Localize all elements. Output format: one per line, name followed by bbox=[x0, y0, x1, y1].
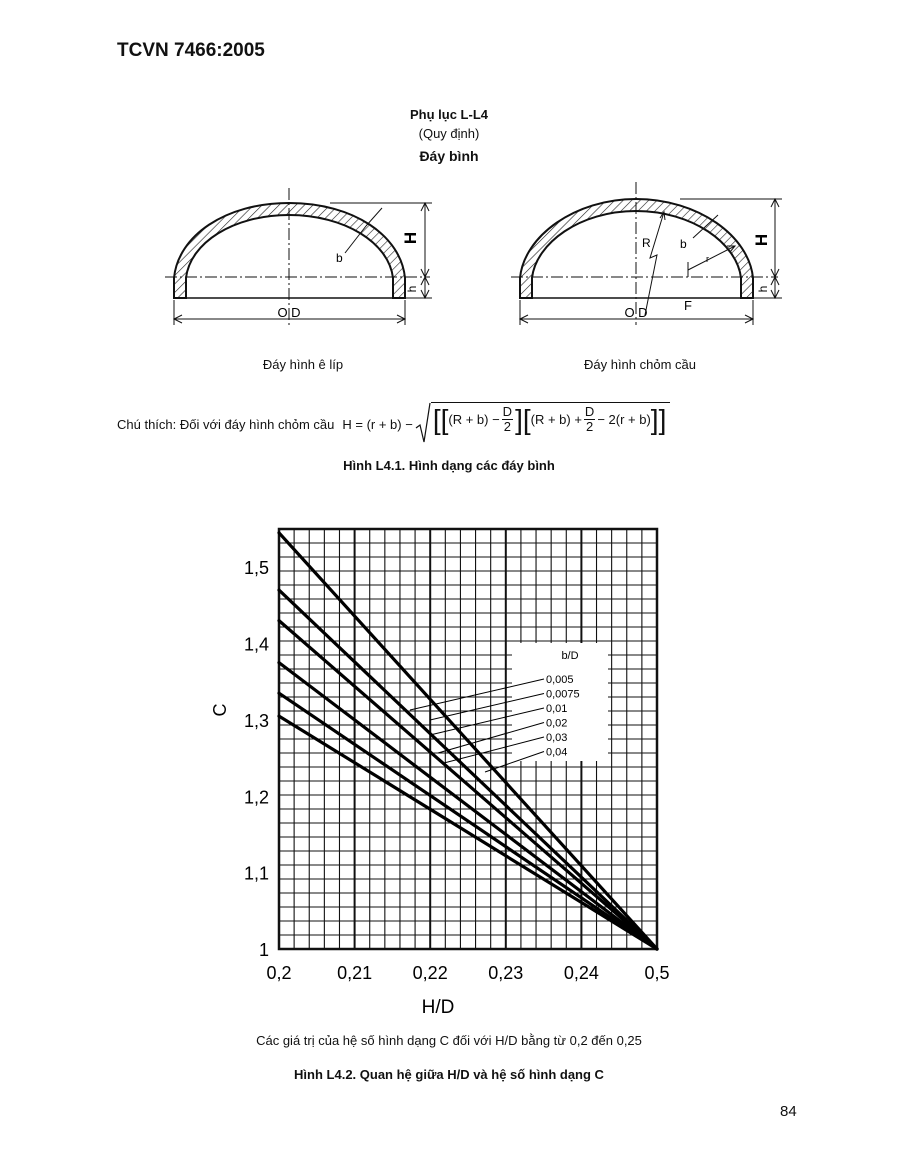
appendix-title: Phụ lục L-L4 bbox=[410, 107, 488, 122]
legend-label-3: 0,01 bbox=[546, 703, 568, 715]
sqrt-sign bbox=[415, 402, 431, 446]
legend-label-5: 0,03 bbox=[546, 732, 568, 744]
label-b-right: b bbox=[680, 237, 687, 251]
fraction-d-over-2-a: $\frac{D}{2}$ bbox=[502, 404, 513, 434]
label-od-right: O D bbox=[624, 305, 648, 320]
formula-lhs: H = (r + b) − bbox=[342, 416, 413, 432]
x-tick-label: 0,23 bbox=[488, 963, 524, 983]
label-od-left: O D bbox=[277, 305, 301, 320]
y-tick-label: 1 bbox=[258, 940, 269, 960]
fraction-d-over-2-b: $\frac{D}{2}$ bbox=[584, 404, 595, 434]
formula-term-3: − 2(r + b) bbox=[597, 412, 651, 427]
label-h-right: h bbox=[756, 285, 770, 293]
torispherical-head bbox=[511, 182, 782, 325]
y-tick-label: 1,3 bbox=[243, 710, 269, 731]
right-head-caption: Đáy hình chỏm cầu bbox=[583, 357, 696, 372]
chart-ticks bbox=[244, 558, 670, 983]
vessel-heads-drawing bbox=[0, 0, 898, 360]
x-tick-label: 0,5 bbox=[644, 963, 670, 983]
label-r: r bbox=[706, 254, 709, 264]
y-tick-label: 1,1 bbox=[243, 863, 269, 884]
x-tick-label: 0,21 bbox=[337, 963, 373, 983]
page-number: 84 bbox=[780, 1103, 797, 1120]
label-h-left: h bbox=[405, 285, 419, 293]
figure-2-caption: Hình L4.2. Quan hệ giữa H/D và hệ số hình dạng C bbox=[294, 1067, 604, 1082]
appendix-name: Đáy bình bbox=[419, 148, 479, 164]
sqrt-body: [ [ (R + b) − $\frac{D}{2}$ ] [ (R + b) + $\frac{D}{2}$ − 2(r + b) ] ] bbox=[431, 402, 671, 435]
x-tick-label: 0,24 bbox=[563, 963, 599, 983]
formula-note-prefix: Chú thích: Đối với đáy hình chỏm cầu bbox=[117, 416, 335, 432]
label-F: F bbox=[684, 298, 692, 313]
figure-1-caption: Hình L4.1. Hình dạng các đáy bình bbox=[343, 458, 555, 473]
legend-label-1: 0,005 bbox=[546, 674, 574, 686]
label-R: R bbox=[642, 236, 651, 250]
formula-term-2: (R + b) + bbox=[530, 412, 582, 427]
y-tick-label: 1,2 bbox=[243, 787, 269, 808]
x-tick-label: 0,2 bbox=[266, 963, 292, 983]
hd-c-chart bbox=[200, 505, 700, 1015]
document-header: TCVN 7466:2005 bbox=[117, 40, 265, 61]
x-axis-label: H/D bbox=[421, 997, 455, 1015]
label-H-left: H bbox=[401, 231, 420, 245]
appendix-subtitle: (Quy định) bbox=[418, 126, 480, 141]
y-tick-label: 1,5 bbox=[243, 558, 269, 579]
legend-label-6: 0,04 bbox=[546, 746, 568, 759]
x-tick-label: 0,22 bbox=[412, 963, 448, 983]
y-tick-label: 1,4 bbox=[243, 634, 269, 655]
formula-term-1: (R + b) − bbox=[448, 412, 500, 427]
figure-2-description: Các giá trị của hệ số hình dạng C đối với H/D bằng từ 0,2 đến 0,25 bbox=[256, 1033, 642, 1048]
legend-title: b/D bbox=[561, 650, 579, 662]
legend-label-2: 0,0075 bbox=[546, 688, 580, 701]
left-head-caption: Đáy hình ê líp bbox=[262, 357, 344, 372]
y-axis-label: C bbox=[210, 703, 230, 717]
label-H-right: H bbox=[752, 233, 771, 247]
formula-note bbox=[117, 402, 670, 446]
legend-label-4: 0,02 bbox=[546, 717, 568, 730]
label-b-left: b bbox=[336, 251, 343, 265]
